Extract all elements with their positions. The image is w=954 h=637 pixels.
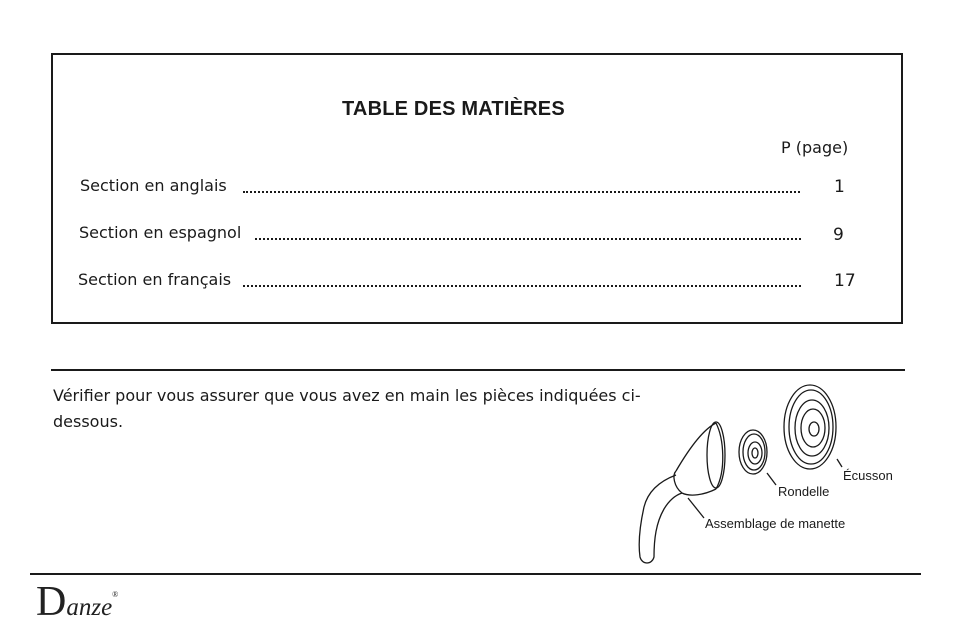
footer-rule <box>30 573 921 575</box>
toc-entry-label: Section en anglais <box>80 176 227 195</box>
washer-label: Rondelle <box>778 484 830 499</box>
toc-entry-page: 17 <box>834 271 856 291</box>
toc-entry-spanish <box>79 223 859 247</box>
toc-entry-french <box>78 270 858 294</box>
leader-dots <box>243 191 800 193</box>
logo-wordmark: anze <box>66 594 113 621</box>
parts-check-instruction: Vérifier pour vous assurer que vous avez en main les pièces indiquées ci-dessous. <box>53 386 641 431</box>
toc-entry-english <box>80 176 860 200</box>
toc-entry-label: Section en espagnol <box>79 223 242 242</box>
escutcheon-label: Écusson <box>843 468 893 483</box>
page-column-header: P (page) <box>781 138 849 157</box>
toc-entry-page: 9 <box>833 225 844 245</box>
danze-logo <box>36 578 118 626</box>
handle-callout-line <box>688 498 704 518</box>
escutcheon-callout-line <box>837 459 842 467</box>
leader-dots <box>243 285 801 287</box>
washer-callout-line <box>767 473 776 485</box>
washer-part <box>739 430 767 474</box>
logo-initial: D <box>36 579 67 625</box>
handle-assembly-label: Assemblage de manette <box>705 516 846 531</box>
registered-mark: ® <box>112 590 119 599</box>
toc-entry-page: 1 <box>834 177 845 197</box>
escutcheon-part <box>784 385 836 469</box>
section-divider <box>51 369 905 371</box>
toc-title: TABLE DES MATIÈRES <box>342 98 565 120</box>
leader-dots <box>255 238 801 240</box>
handle-assembly-part <box>639 422 725 563</box>
toc-entry-label: Section en français <box>78 270 232 289</box>
